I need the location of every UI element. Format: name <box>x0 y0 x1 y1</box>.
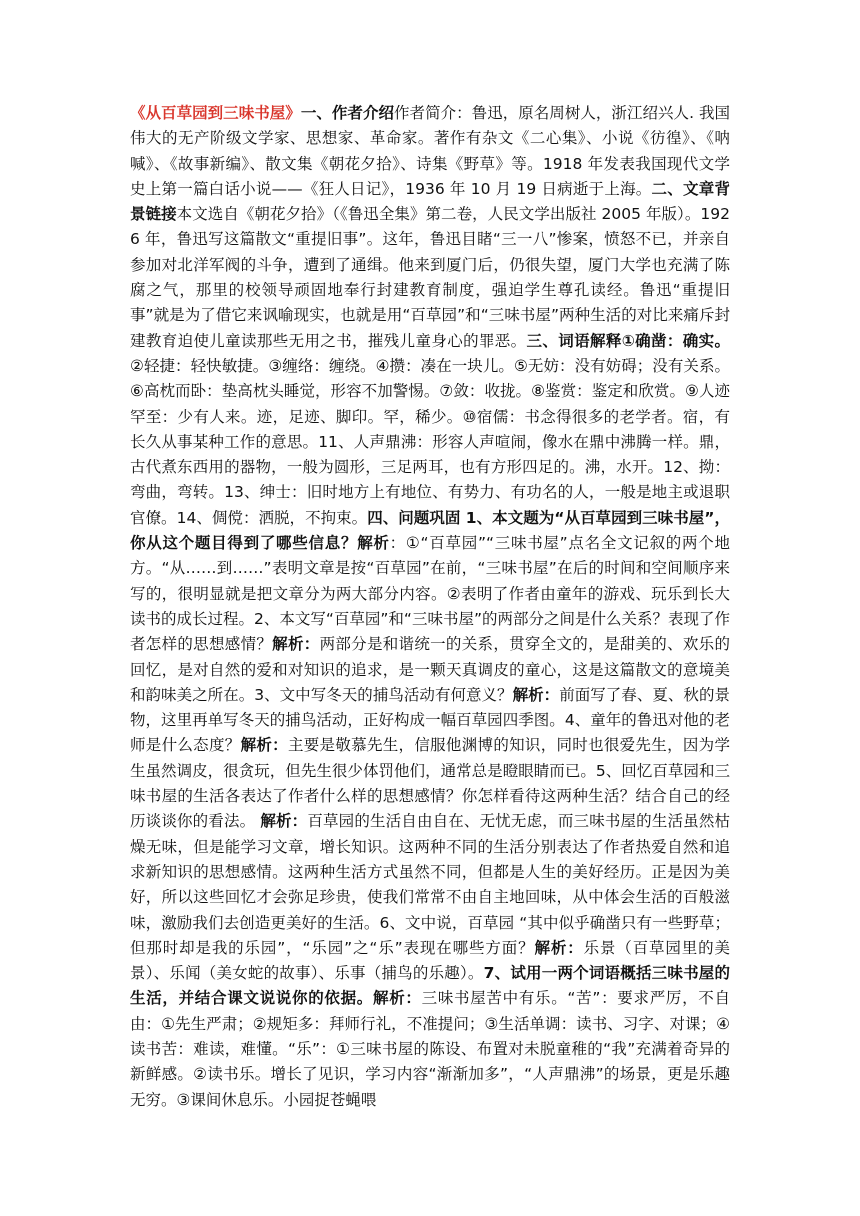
bold-text-run: 解析： <box>260 812 308 831</box>
bold-text-run: 解析： <box>512 685 560 704</box>
document-body <box>130 101 730 1113</box>
bold-text-run: 四、问题巩固 1、本文题为“从百草园到三味书屋”，你从这个题目得到了哪些信息？解析 <box>130 508 730 553</box>
bold-text-run: 解析： <box>240 736 288 755</box>
bold-text-run: 一、作者介绍 <box>300 104 395 122</box>
text-run: 主要是敬慕先生，信服他渊博的知识，同时也很爱先生，因为学生虽然调皮，很贪玩，但先生很少体罚他们，通常总是瞪眼睛而已。5、回忆百草园和三味书屋的生活各表达了作者什么样的思想感情？你怎样看待这两种生活？结合自己的经历谈谈你的看法。 <box>130 736 730 831</box>
document-paragraph <box>130 104 730 1109</box>
text-run: ：①“百草园”“三味书屋”点名全文记叙的两个地方。“从……到……”表明文章是按“百草园”在前，“三味书屋”在后的时间和空间顺序来写的，很明显就是把文章分为两大部分内容。②表明了作者由童年的游戏、玩乐到长大读书的成长过程。2、本文写“百草园”和“三味书屋”的两部分之间是什么关系？表现了作者怎样的思想感情？ <box>130 534 730 654</box>
text-run: ②轻捷：轻快敏捷。③缠络：缠绕。④攒：凑在一块儿。⑤无妨：没有妨碍；没有关系。⑥高枕而卧：垫高枕头睡觉，形容不加警惕。⑦敛：收拢。⑧鉴赏：鉴定和欣赏。⑨人迹罕至：少有人来。迹，足迹、脚印。罕，稀少。⑩宿儒：书念得很多的老学者。宿，有长久从事某种工作的意思。11、人声鼎沸：形容人声喧闹，像水在鼎中沸腾一样。鼎，古代煮东西用的器物，一般为圆形，三足两耳，也有方形四足的。沸，水开。12、拗：弯曲，弯转。13、绅士：旧时地方上有地位、有势力、有功名的人，一般是地主或退职官僚。14、倜傥：洒脱，不拘束。 <box>130 356 730 527</box>
text-run: 前面写了春、夏、秋的景物，这里再单写冬天的捕鸟活动，正好构成一幅百草园四季图。4、童年的鲁迅对他的老师是什么态度？ <box>130 685 730 755</box>
bold-text-run: 二、文章背景链接 <box>130 179 730 224</box>
text-run: 本文选自《朝花夕拾》（《鲁迅全集》第二卷，人民文学出版社 2005 年版）。1926 年，鲁迅写这篇散文“重提旧事”。这年，鲁迅目睹“三一八”惨案，愤怒不已，并亲自参加对北洋军阀的斗争，遭到了通缉。他来到厦门后，仍很失望，厦门大学也充满了陈腐之气，那里的校领导顽固地奉行封建教育制度，强迫学生尊孔读经。鲁迅“重提旧事”就是为了借它来讽喻现实，也就是用“百草园”和“三味书屋”两种生活的对比来痛斥封建教育迫使儿童读那些无用之书，摧残儿童身心的罪恶。 <box>130 205 730 350</box>
bold-text-run: 解析： <box>534 938 584 957</box>
text-run: 作者简介：鲁迅，原名周树人，浙江绍兴人. 我国伟大的无产阶级文学家、思想家、革命家。著作有杂文《二心集》、小说《彷徨》、《呐喊》、《故事新编》、散文集《朝花夕拾》、诗集《野草》等。1918 年发表我国现代文学史上第一篇白话小说——《狂人日记》，1936 年 10 月 19 日病逝于上海。 <box>130 104 730 198</box>
text-run: 百草园的生活自由自在、无忧无虑，而三味书屋的生活虽然枯燥无味，但是能学习文章，增长知识。这两种不同的生活分别表达了作者热爱自然和追求新知识的思想感情。这两种生活方式虽然不同，但都是人生的美好经历。正是因为美好，所以这些回忆才会弥足珍贵，使我们常常不由自主地回味，从中体会生活的百般滋味，激励我们去创造更美好的生活。6、文中说，百草园 “其中似乎确凿只有一些野草；但那时却是我的乐园”，“乐园”之“乐”表现在哪些方面？ <box>130 812 730 957</box>
text-run: 三味书屋苦中有乐。“苦”：要求严厉，不自由：①先生严肃；②规矩多：拜师行礼，不准提问；③生活单调：读书、习字、对课；④读书苦：难读，难懂。“乐”：①三味书屋的陈设、布置对未脱童稚的“我”充满着奇异的新鲜感。②读书乐。增长了见识，学习内容“渐渐加多”，“人声鼎沸”的场景，更是乐趣无穷。③课间休息乐。小园捉苍蝇喂 <box>130 989 730 1109</box>
document-title: 《从百草园到三味书屋》 <box>130 104 301 122</box>
text-run: 两部分是和谐统一的关系，贯穿全文的，是甜美的、欢乐的回忆，是对自然的爱和对知识的追求，是一颗天真调皮的童心，这是这篇散文的意境美和韵味美之所在。3、文中写冬天的捕鸟活动有何意义？ <box>130 635 730 704</box>
bold-text-run: 解析： <box>272 635 320 654</box>
bold-text-run: 三、词语解释①确凿：确实。 <box>526 331 730 350</box>
bold-text-run: 7、试用一两个词语概括三味书屋的生活，并结合课文说说你的依据。解析： <box>130 964 730 1008</box>
text-run: 乐景（百草园里的美景）、乐闻（美女蛇的故事）、乐事（捕鸟的乐趣）。 <box>130 938 730 983</box>
